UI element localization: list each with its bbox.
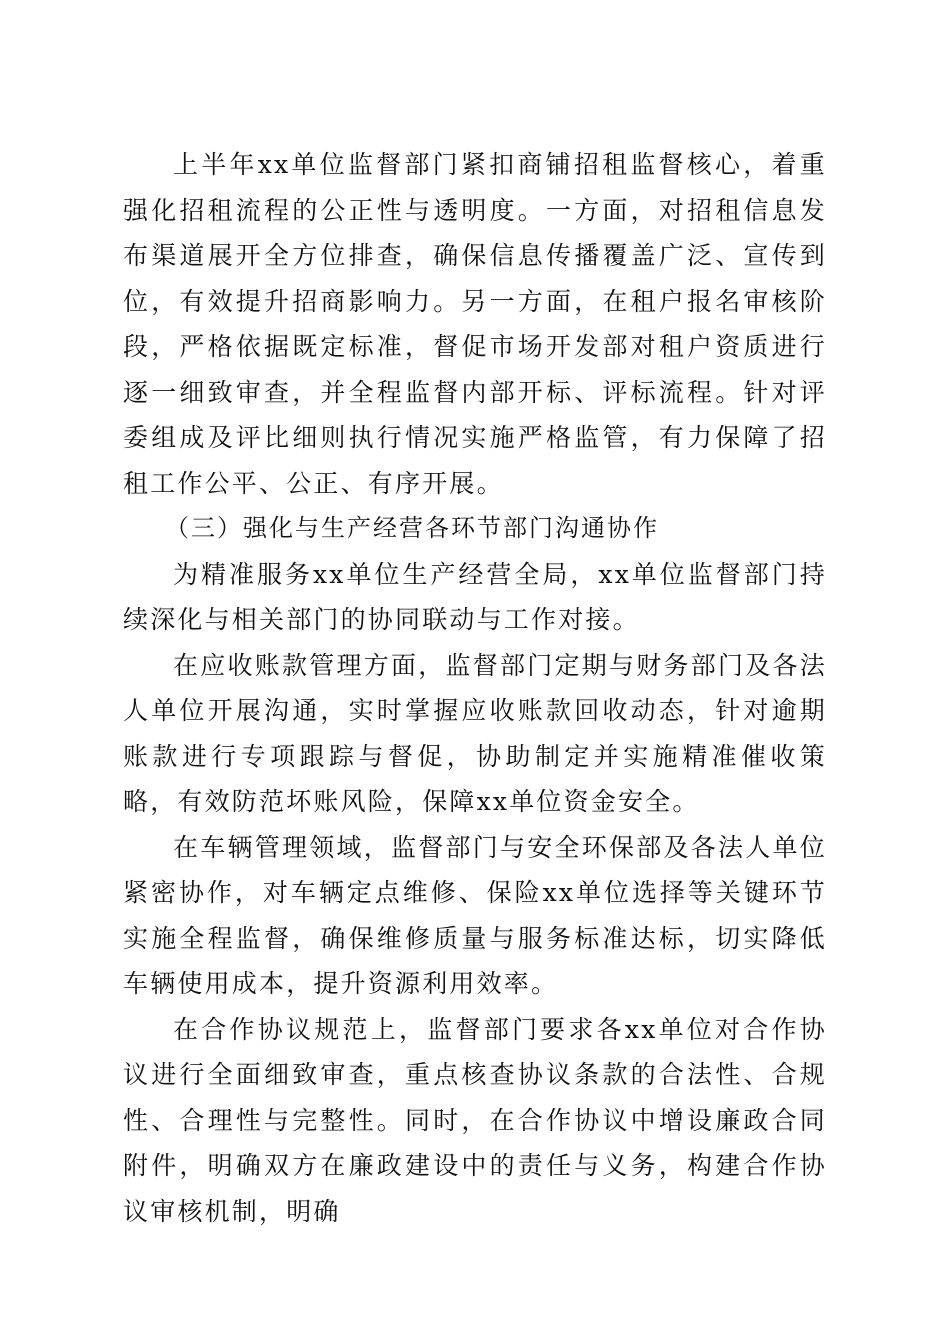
- document-body: [123, 142, 827, 1234]
- paragraph-cooperation-agreements: 在合作协议规范上，监督部门要求各xx单位对合作协议进行全面细致审查，重点核查协议条款的合法性、合规性、合理性与完整性。同时，在合作协议中增设廉政合同附件，明确双方在廉政建设中的责任与义务，构建合作协议审核机制，明确: [123, 1014, 827, 1226]
- paragraph-shop-leasing-supervision: 上半年xx单位监督部门紧扣商铺招租监督核心，着重强化招租流程的公正性与透明度。一方面，对招租信息发布渠道展开全方位排查，确保信息传播覆盖广泛、宣传到位，有效提升招商影响力。另一方面，在租户报名审核阶段，严格依据既定标准，督促市场开发部对租户资质进行逐一细致审查，并全程监督内部开标、评标流程。针对评委组成及评比细则执行情况实施严格监管，有力保障了招租工作公平、公正、有序开展。: [123, 150, 827, 498]
- paragraph-collaboration-intro: 为精准服务xx单位生产经营全局，xx单位监督部门持续深化与相关部门的协同联动与工作对接。: [123, 559, 827, 634]
- paragraph-receivables-management: 在应收账款管理方面，监督部门定期与财务部门及各法人单位开展沟通，实时掌握应收账款回收动态，针对逾期账款进行专项跟踪与督促，协助制定并实施精准催收策略，有效防范坏账风险，保障xx单位资金安全。: [123, 650, 827, 816]
- section-heading-3: （三）强化与生产经营各环节部门沟通协作: [165, 514, 659, 542]
- paragraph-vehicle-management: 在车辆管理领域，监督部门与安全环保部及各法人单位紧密协作，对车辆定点维修、保险xx单位选择等关键环节实施全程监督，确保维修质量与服务标准达标，切实降低车辆使用成本，提升资源利用效率。: [123, 832, 827, 998]
